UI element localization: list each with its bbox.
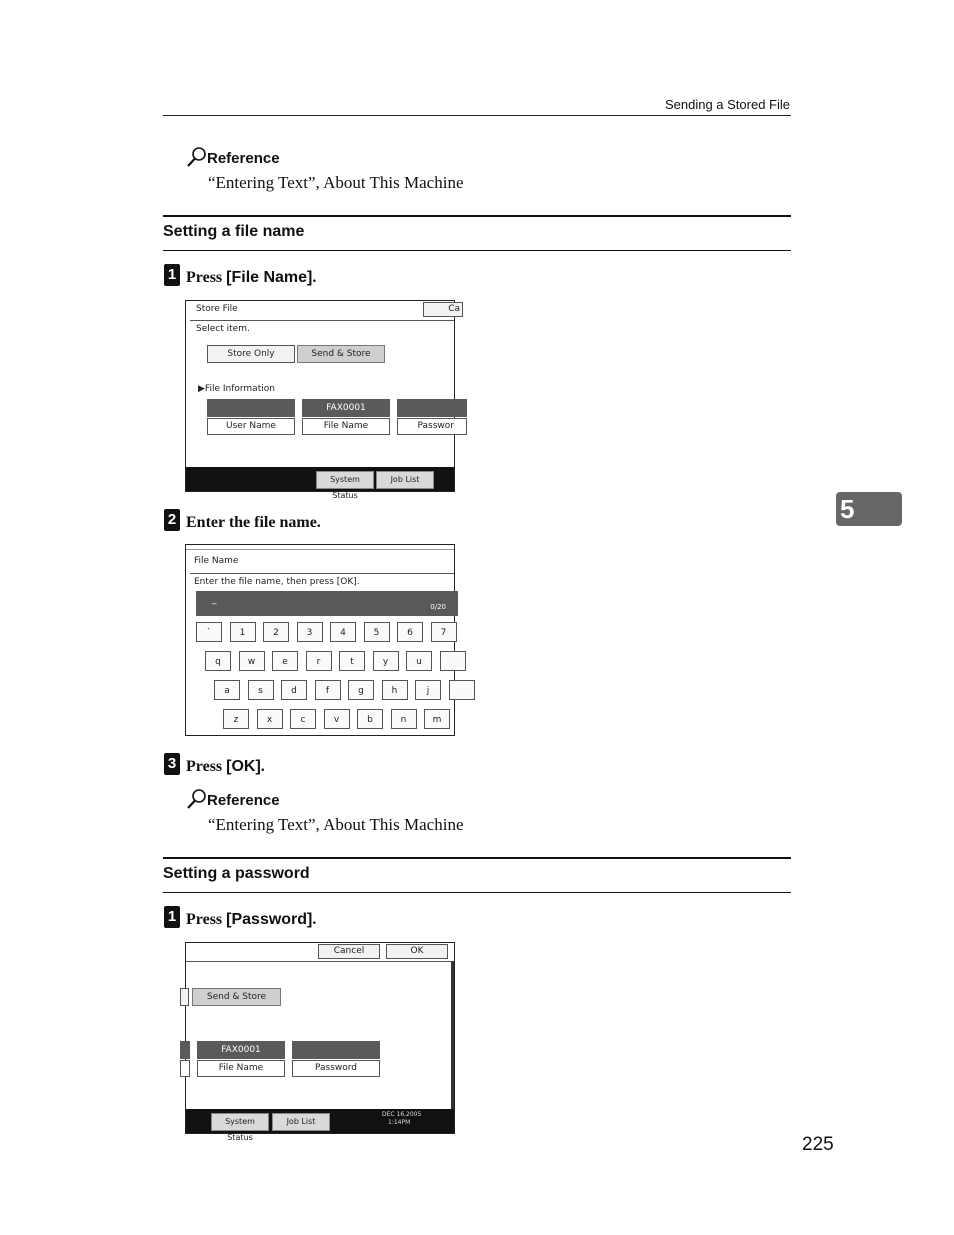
- section-rule-top: [163, 215, 791, 217]
- send-store-button[interactable]: Send & Store: [192, 988, 281, 1006]
- magnifier-icon: [186, 788, 208, 810]
- reference-title: Reference: [207, 792, 280, 809]
- keyboard-key[interactable]: 4: [330, 622, 356, 642]
- character-counter: 0/20: [430, 603, 446, 611]
- reference-title: Reference: [207, 150, 280, 167]
- keyboard-key[interactable]: d: [281, 680, 307, 700]
- file-name-screen: [185, 544, 455, 736]
- user-name-button[interactable]: [180, 1060, 190, 1077]
- password-value: [292, 1041, 380, 1059]
- keyboard-key[interactable]: [449, 680, 475, 700]
- keyboard-key[interactable]: h: [382, 680, 408, 700]
- keyboard-key[interactable]: b: [357, 709, 383, 729]
- step-instruction: Enter the file name.: [186, 514, 321, 531]
- select-prompt: Select item.: [196, 324, 250, 334]
- keyboard-key[interactable]: u: [406, 651, 432, 671]
- keyboard-key[interactable]: c: [290, 709, 316, 729]
- send-store-button[interactable]: Send & Store: [297, 345, 385, 363]
- keyboard-key[interactable]: 6: [397, 622, 423, 642]
- keyboard-key[interactable]: 7: [431, 622, 457, 642]
- section-title: Setting a password: [163, 865, 310, 882]
- step-prefix: Press: [186, 911, 227, 928]
- text-cursor: _: [212, 595, 217, 605]
- scrollbar[interactable]: [451, 961, 454, 1109]
- step-instruction: [186, 269, 316, 287]
- step-key-label: [OK]: [226, 758, 261, 775]
- status-bar: [186, 1109, 454, 1142]
- step-prefix: Press: [186, 758, 227, 775]
- keyboard-key[interactable]: x: [257, 709, 283, 729]
- keyboard-key[interactable]: 3: [297, 622, 323, 642]
- screen-title: Store File: [196, 304, 238, 314]
- keyboard-key[interactable]: v: [324, 709, 350, 729]
- keyboard-key[interactable]: j: [415, 680, 441, 700]
- section-rule-bottom: [163, 892, 791, 893]
- keyboard-key[interactable]: `: [196, 622, 222, 642]
- divider: [186, 549, 454, 550]
- keyboard-key[interactable]: a: [214, 680, 240, 700]
- magnifier-icon: [186, 146, 208, 168]
- entry-prompt: Enter the file name, then press [OK].: [194, 577, 360, 587]
- keyboard-key[interactable]: s: [248, 680, 274, 700]
- divider: [186, 961, 454, 962]
- keyboard-key[interactable]: q: [205, 651, 231, 671]
- step-suffix: .: [312, 269, 317, 286]
- keyboard-key[interactable]: n: [391, 709, 417, 729]
- divider: [190, 573, 454, 574]
- user-name-button[interactable]: User Name: [207, 418, 295, 435]
- file-name-value: FAX0001: [197, 1041, 285, 1059]
- cancel-button[interactable]: Ca: [423, 302, 463, 317]
- step-number-badge: 1: [164, 264, 180, 286]
- store-file-screen: [185, 300, 460, 500]
- chapter-tab: 5: [836, 492, 902, 526]
- file-name-value: FAX0001: [302, 399, 390, 417]
- keyboard-key[interactable]: g: [348, 680, 374, 700]
- keyboard-key[interactable]: 2: [263, 622, 289, 642]
- divider: [190, 320, 454, 321]
- keyboard-key[interactable]: w: [239, 651, 265, 671]
- date-text: DEC 16,2005: [382, 1111, 422, 1118]
- page-number: 225: [802, 1134, 834, 1155]
- user-name-value: [180, 1041, 190, 1059]
- status-bar: [186, 467, 454, 500]
- system-status-button[interactable]: System Status: [211, 1113, 269, 1131]
- step-number-badge: 3: [164, 753, 180, 775]
- store-only-button[interactable]: Store Only: [207, 345, 295, 363]
- keyboard-key[interactable]: m: [424, 709, 450, 729]
- step-key-label: [Password]: [226, 911, 313, 928]
- password-button[interactable]: Password: [292, 1060, 380, 1077]
- reference-text: “Entering Text”, About This Machine: [208, 173, 464, 192]
- header-rule: [163, 115, 791, 116]
- user-name-value: [207, 399, 295, 417]
- file-name-button[interactable]: File Name: [197, 1060, 285, 1077]
- step-instruction: [186, 758, 265, 776]
- section-rule-bottom: [163, 250, 791, 251]
- keyboard-key[interactable]: e: [272, 651, 298, 671]
- step-prefix: Press: [186, 269, 227, 286]
- keyboard-key[interactable]: r: [306, 651, 332, 671]
- job-list-button[interactable]: Job List: [272, 1113, 330, 1131]
- keyboard-key[interactable]: t: [339, 651, 365, 671]
- keyboard-key[interactable]: 1: [230, 622, 256, 642]
- ok-button[interactable]: OK: [386, 944, 448, 959]
- date-time: [382, 1111, 421, 1127]
- store-only-button[interactable]: [180, 988, 189, 1006]
- keyboard-key[interactable]: y: [373, 651, 399, 671]
- screen-title: File Name: [194, 556, 239, 566]
- system-status-button[interactable]: System Status: [316, 471, 374, 489]
- password-screen: [185, 942, 455, 1142]
- keyboard-key[interactable]: 5: [364, 622, 390, 642]
- section-title: Setting a file name: [163, 223, 305, 240]
- step-suffix: .: [312, 911, 317, 928]
- keyboard-key[interactable]: z: [223, 709, 249, 729]
- job-list-button[interactable]: Job List: [376, 471, 434, 489]
- file-name-button[interactable]: File Name: [302, 418, 390, 435]
- section-rule-top: [163, 857, 791, 859]
- password-value: [397, 399, 467, 417]
- file-information-label: ▶File Information: [198, 384, 275, 394]
- reference-text: “Entering Text”, About This Machine: [208, 815, 464, 834]
- step-number-badge: 1: [164, 906, 180, 928]
- step-key-label: [File Name]: [226, 269, 313, 286]
- cancel-button[interactable]: Cancel: [318, 944, 380, 959]
- file-name-input[interactable]: [196, 591, 458, 616]
- password-button[interactable]: Passwor: [397, 418, 467, 435]
- keyboard-key[interactable]: [440, 651, 466, 671]
- step-suffix: .: [260, 758, 265, 775]
- time-text: 1:14PM: [388, 1119, 411, 1126]
- step-instruction: [186, 911, 316, 929]
- running-header: Sending a Stored File: [664, 97, 790, 112]
- keyboard-key[interactable]: f: [315, 680, 341, 700]
- step-number-badge: 2: [164, 509, 180, 531]
